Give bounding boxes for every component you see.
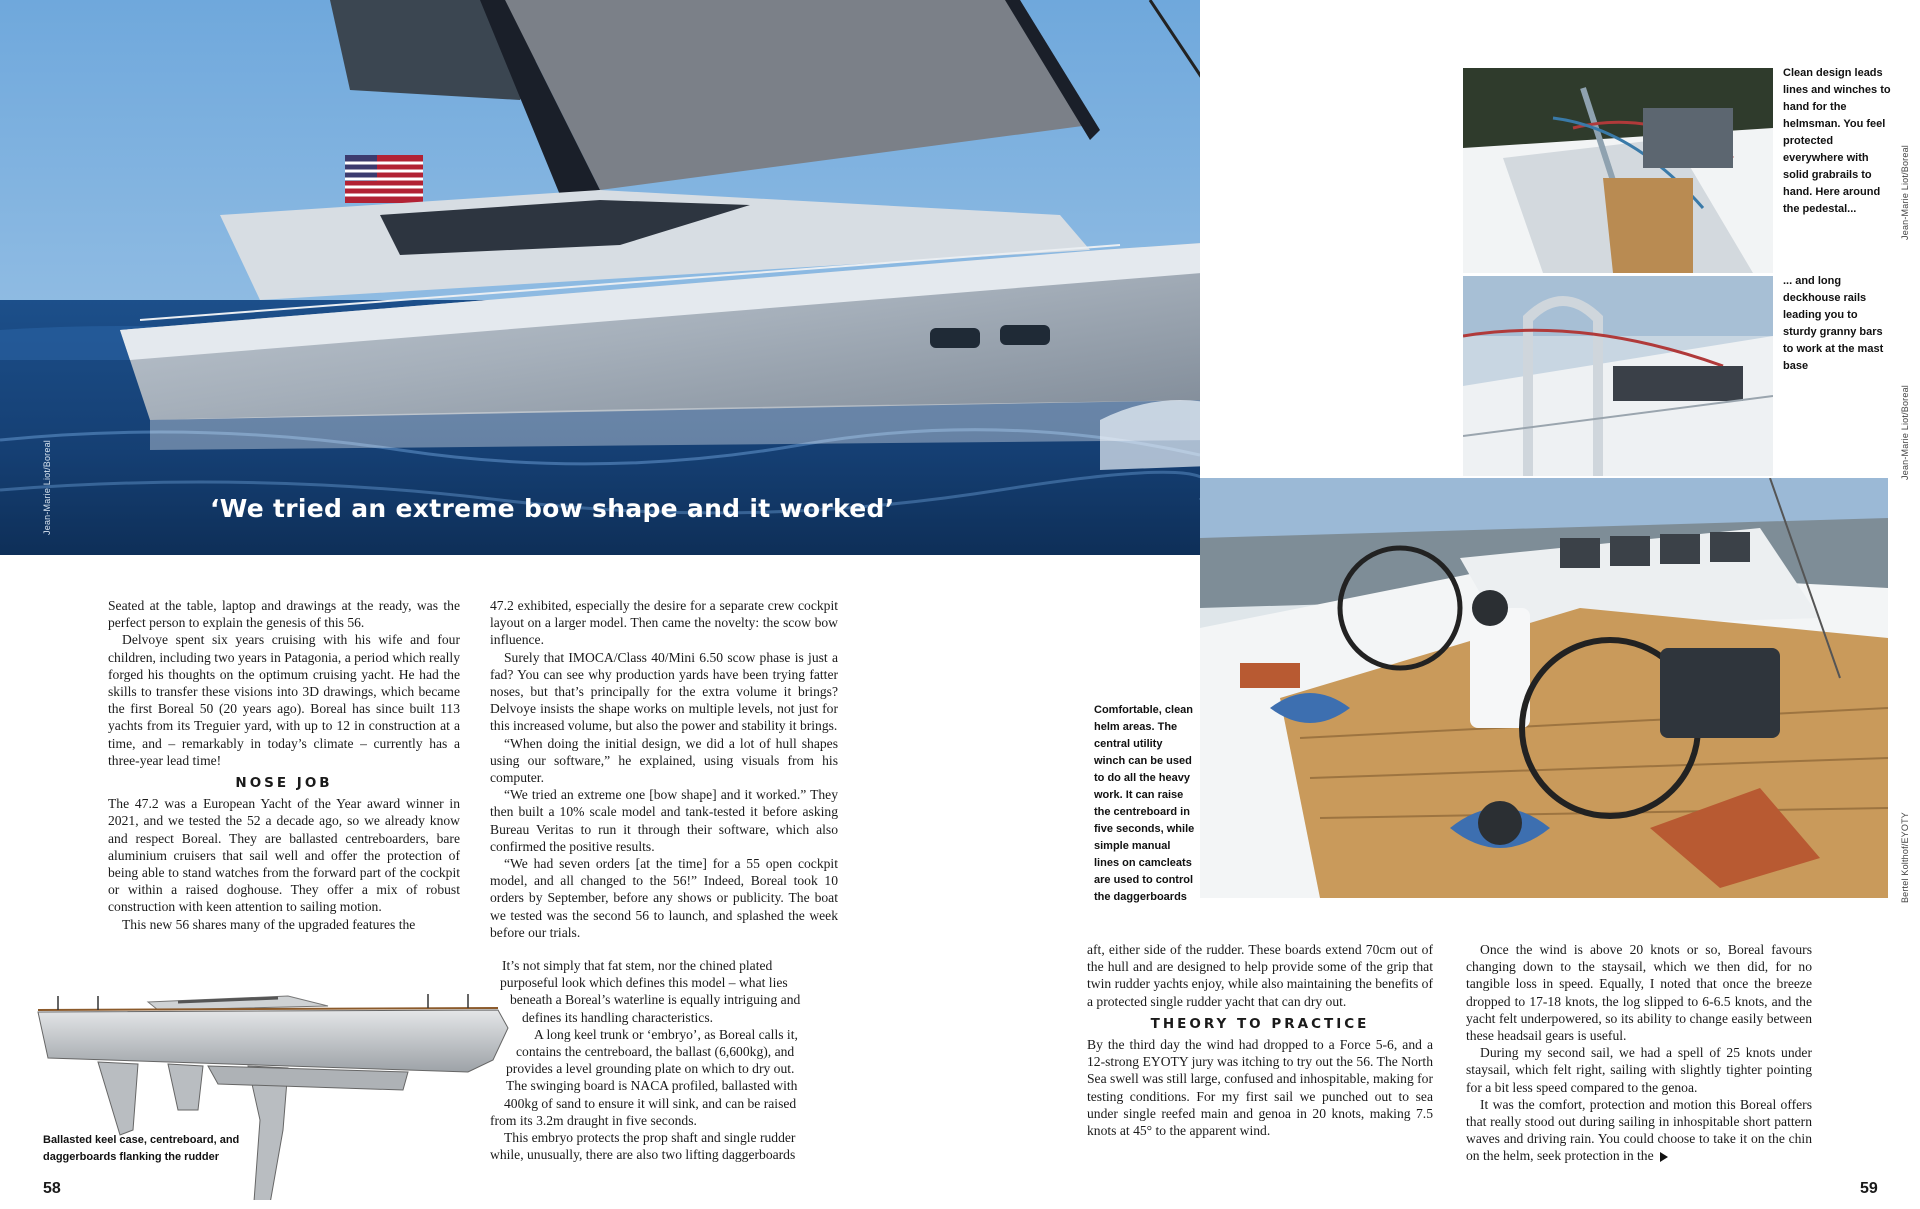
article-column-1 xyxy=(108,597,460,933)
paragraph: Seated at the table, laptop and drawings at the ready, was the perfect person to explain the genesis of this 56. xyxy=(108,598,460,631)
paragraph-text: It was the comfort, protection and motion this Boreal offers that really stood out during sailing in inhospitable short pattern waves and driving rain. You could choose to take it on the chin on the helm, seek protection in the xyxy=(1466,1096,1812,1164)
hero-photo xyxy=(0,0,1200,555)
cockpit-credit: Bertel Kolthof/EYOTY xyxy=(1900,812,1910,904)
wrap-line: The swinging board is NACA profiled, ballasted with xyxy=(506,1078,798,1094)
subheading-nose-job: NOSE JOB xyxy=(235,775,333,792)
paragraph: “We tried an extreme one [bow shape] and it worked.” They then built a 10% scale model and tank-tested it before asking Bureau Veritas to run it through their software, which also confirmed the positive results. xyxy=(490,787,838,854)
article-column-3 xyxy=(1087,941,1433,1139)
helm-pedestal-credit: Jean-Marie Liot/Boreal xyxy=(1900,145,1910,240)
deckhouse-rails-photo xyxy=(1463,276,1773,476)
article-column-4 xyxy=(1466,941,1812,1165)
wrap-line: It’s not simply that fat stem, nor the chined plated xyxy=(502,958,773,973)
wrap-line: while, unusually, there are also two lifting daggerboards xyxy=(490,1147,796,1163)
paragraph: “We had seven orders [at the time] for a 55 open cockpit model, and all changed to the 56!” Indeed, Boreal took 10 orders by September, before any shows or publicity. The boat we tested was the second 56 to launch, and splashed the week before our trials. xyxy=(490,856,838,940)
deckhouse-rails-caption: ... and long deckhouse rails leading you to sturdy granny bars to work at the mast base xyxy=(1783,275,1884,372)
helm-pedestal-photo xyxy=(1463,68,1773,273)
paragraph: Once the wind is above 20 knots or so, Boreal favours changing down to the staysail, which we then did, for no tangible loss in speed. Equally, I noted that once the breeze dropped to 17-18 knots, the log slipped to 6-6.5 knots, and the yacht felt underpowered, so its ability to change easily between these headsail gears is useful. xyxy=(1466,942,1812,1044)
article-column-2 xyxy=(490,597,838,941)
cockpit-photo xyxy=(1200,478,1888,898)
wrap-line: This embryo protects the prop shaft and single rudder xyxy=(504,1130,796,1146)
paragraph: 47.2 exhibited, especially the desire for a separate crew cockpit layout on a larger model. Then came the novelty: the scow bow influence. xyxy=(490,598,838,648)
paragraph: The 47.2 was a European Yacht of the Year award winner in 2021, and we tested the 52 a decade ago, so we already know and respect Boreal. They are ballasted centreboarders, bare aluminium cruisers that sail well and offer the protection of being able to stand watches from the forward part of the cockpit or within a raised doghouse. They offer a mix of robust construction with keen attention to sailing motion. xyxy=(108,796,460,915)
hull-diagram-caption: Ballasted keel case, centreboard, and daggerboards flanking the rudder xyxy=(43,1134,240,1163)
wrap-line: provides a level grounding plate on which to dry out. xyxy=(506,1061,795,1077)
helm-pedestal-caption: Clean design leads lines and winches to hand for the helmsman. You feel protected everywhere with solid grabrails to hand. Here around the pedestal... xyxy=(1783,67,1891,215)
paragraph: By the third day the wind had dropped to a Force 5-6, and a 12-strong EYOTY jury was itching to try out the 56. The North Sea swell was still large, confused and inhospitable, making for testing conditions. For my first sail we punched out to sea under single reefed main and genoa in 20 knots, making 7.5 knots at 45° to the apparent wind. xyxy=(1087,1037,1433,1139)
continue-arrow-icon xyxy=(1660,1152,1668,1162)
paragraph: During my second sail, we had a spell of 25 knots under staysail, which felt right, sailing with slightly tighter pointing for a bit less speed compared to the genoa. xyxy=(1466,1045,1812,1095)
deckhouse-rails-credit: Jean-Marie Liot/Boreal xyxy=(1900,385,1910,480)
hull-diagram xyxy=(28,980,518,1200)
paragraph: “When doing the initial design, we did a lot of hull shapes using our software,” he explained, using visuals from his computer. xyxy=(490,735,838,786)
paragraph: aft, either side of the rudder. These boards extend 70cm out of the hull and are designed to help provide some of the grip that twin rudder yachts enjoy, while also maintaining the benefits of a protected single rudder yacht that can dry out. xyxy=(1087,942,1433,1009)
wrap-line: A long keel trunk or ‘embryo’, as Boreal calls it, xyxy=(534,1026,798,1042)
paragraph: Delvoye spent six years cruising with his wife and four children, including two years in Patagonia, a period which really forged his thoughts on the optimum cruising yacht. He had the skills to transfer these visions into 3D drawings, which became the first Boreal 50 (20 years ago). Boreal has since built 113 yachts from its Treguier yard, with up to 12 in construction at a time, and – remarkably in today’s climate – currently has a three-year lead time! xyxy=(108,632,460,768)
pull-quote: ‘We tried an extreme bow shape and it worked’ xyxy=(210,494,895,523)
paragraph xyxy=(1466,1096,1812,1165)
subheading-theory-to-practice: THEORY TO PRACTICE xyxy=(1150,1015,1370,1032)
wrap-line: defines its handling characteristics. xyxy=(522,1009,714,1025)
hero-photo-credit: Jean-Marie Liot/Boreal xyxy=(42,440,52,535)
wrap-line: 400kg of sand to ensure it will sink, and can be raised xyxy=(504,1095,797,1111)
paragraph: This new 56 shares many of the upgraded features the xyxy=(122,916,416,932)
wrap-line: beneath a Boreal’s waterline is equally intriguing and xyxy=(510,992,801,1008)
page-number-right: 59 xyxy=(1860,1180,1878,1197)
wrap-line: from its 3.2m draught in five seconds. xyxy=(490,1112,697,1128)
cockpit-caption: Comfortable, clean helm areas. The central utility winch can be used to do all the heavy work. It can raise the centreboard in five seconds, while simple manual lines on camcleats are used to control the daggerboards xyxy=(1094,704,1195,903)
wrap-line: purposeful look which defines this model – what lies xyxy=(500,975,788,991)
wrap-line: contains the centreboard, the ballast (6,600kg), and xyxy=(516,1044,795,1060)
page-number-left: 58 xyxy=(43,1180,61,1197)
wrap-text-block xyxy=(490,957,838,1163)
paragraph: Surely that IMOCA/Class 40/Mini 6.50 scow phase is just a fad? You can see why production yards have been trying fatter noses, but that’s principally for the extra volume it brings? Delvoye insists the shape works on multiple levels, not just for this increased volume, but also the power and stability it brings. xyxy=(490,649,838,734)
